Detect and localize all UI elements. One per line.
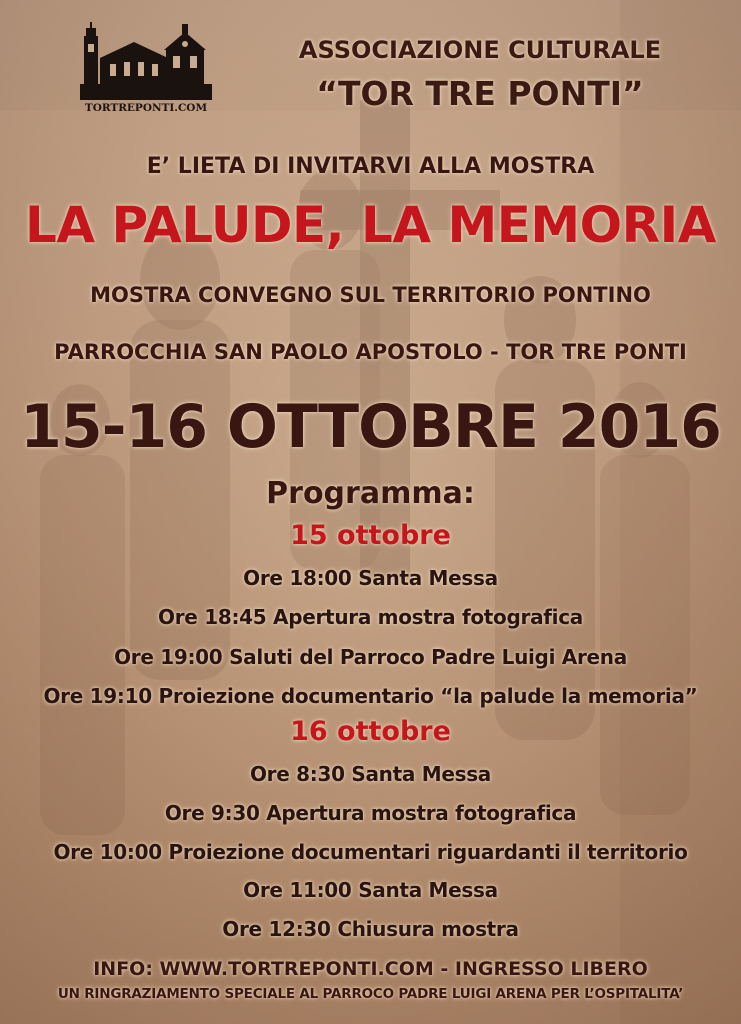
schedule-item: Ore 19:10 Proiezione documentario “la palude la memoria”	[43, 684, 698, 708]
schedule-item: Ore 18:45 Apertura mostra fotografica	[158, 605, 583, 629]
day-label-16: 16 ottobre	[290, 716, 451, 747]
subtitle-parrocchia: PARROCCHIA SAN PAOLO APOSTOLO - TOR TRE PONTI	[54, 340, 687, 364]
programma-heading: Programma:	[266, 476, 475, 511]
subtitle-convegno: MOSTRA CONVEGNO SUL TERRITORIO PONTINO	[90, 283, 651, 307]
logo-caption: TORTREPONTI.COM	[84, 102, 208, 114]
schedule-item: Ore 11:00 Santa Messa	[243, 878, 498, 902]
schedule-item: Ore 12:30 Chiusura mostra	[222, 917, 519, 941]
info-line: INFO: WWW.TORTREPONTI.COM - INGRESSO LIBERO	[93, 958, 648, 980]
schedule-item: Ore 10:00 Proiezione documentari riguardanti il territorio	[53, 840, 688, 864]
thanks-line: UN RINGRAZIAMENTO SPECIALE AL PARROCO PADRE LUIGI ARENA PER L’OSPITALITA’	[57, 986, 684, 1002]
schedule-item: Ore 8:30 Santa Messa	[249, 762, 492, 786]
logo	[78, 22, 214, 116]
church-building-icon	[78, 22, 214, 102]
event-date: 15-16 OTTOBRE 2016	[20, 392, 721, 462]
association-line: ASSOCIAZIONE CULTURALE	[298, 36, 662, 64]
schedule-item: Ore 19:00 Saluti del Parroco Padre Luigi Arena	[114, 645, 627, 669]
invite-line: E’ LIETA DI INVITARVI ALLA MOSTRA	[146, 154, 595, 179]
schedule-item: Ore 18:00 Santa Messa	[243, 566, 498, 590]
day-label-15: 15 ottobre	[290, 520, 451, 551]
schedule-item: Ore 9:30 Apertura mostra fotografica	[164, 801, 577, 825]
association-name: “TOR TRE PONTI”	[316, 74, 644, 113]
exhibition-title: LA PALUDE, LA MEMORIA	[25, 196, 716, 254]
